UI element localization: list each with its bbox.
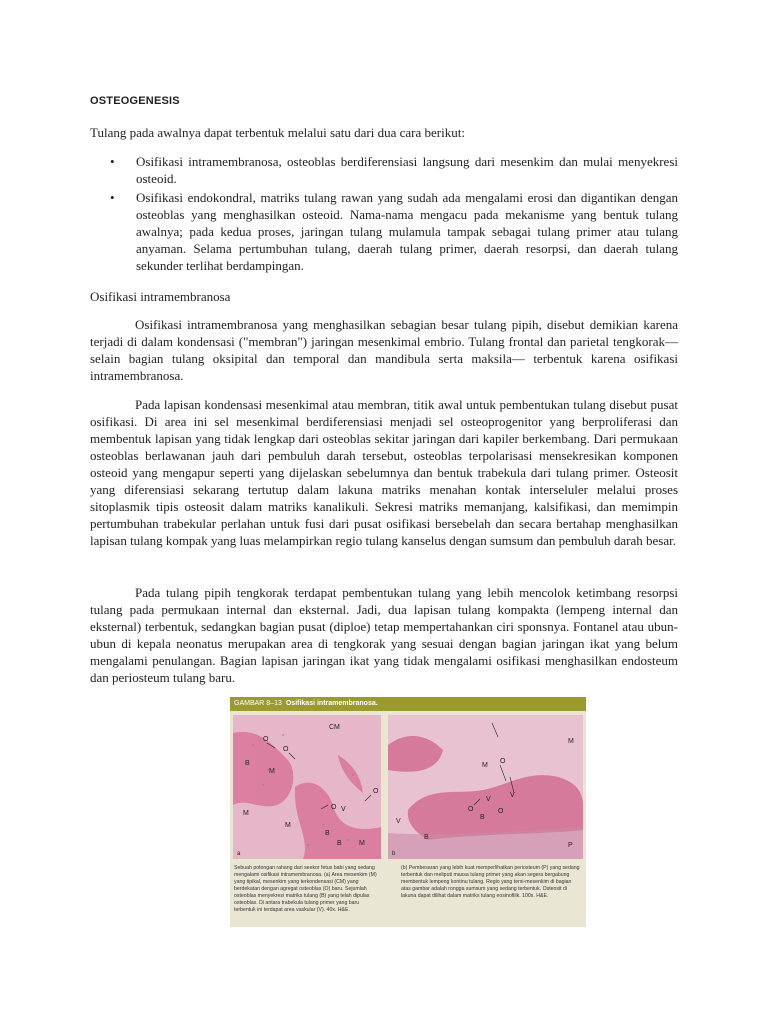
label-m: M — [568, 738, 574, 745]
label-v: V — [486, 796, 491, 803]
micrograph-a — [233, 715, 381, 859]
label-p: P — [568, 842, 573, 849]
section-heading: OSTEOGENESIS — [90, 95, 180, 107]
paragraph-3: Pada tulang pipih tengkorak terdapat pembentukan tulang yang lebih mencolok ketimbang resorpsi tulang pada permukaan internal dan eksternal. Jadi, dua lapisan tulang kompakta (lempeng internal dan eksternal) terbentuk, sedangkan bagian pusat (diploe) tetap mempertahankan ciri sponsnya. Fontanel atau ubun-ubun di kepala neonatus merupakan area di tengkorak yang sesuai dengan bagian jaringan ikat yang belum mengalami penulangan. Bagian lapisan jaringan ikat yang tidak mengalami osifikasi menghasilkan endosteum dan periosteum tulang baru. — [90, 585, 678, 685]
label-o: O — [373, 788, 379, 795]
bullet-icon: • — [110, 190, 115, 205]
label-b: B — [480, 814, 485, 821]
label-b: B — [424, 834, 429, 841]
label-b: B — [337, 840, 342, 847]
label-o: O — [498, 808, 504, 815]
figure — [230, 697, 586, 927]
figure-title: Osifikasi intramembranosa. — [285, 700, 378, 707]
label-o: O — [468, 806, 474, 813]
label-m: M — [359, 840, 365, 847]
label-m: M — [285, 822, 291, 829]
bullet-item: • Osifikasi endokondral, matriks tulang rawan yang sudah ada mengalami erosi dan digantikan dengan osteoblas yang menghasilkan osteoid. Nama-nama mengacu pada mekanisme yang bentuk tulang awalnya; pada kedua proses, jaringan tulang mulamula tampak sebagai tulang primer atau tulang anyaman. Selama pertumbuhan tulang, daerah tulang primer, daerah resorpsi, dan daerah tulang sekunder terlihat berdampingan. — [110, 190, 678, 273]
label-b: B — [325, 830, 330, 837]
panel-letter-b: b — [392, 851, 396, 857]
label-m: M — [269, 768, 275, 775]
intro-paragraph: Tulang pada awalnya dapat terbentuk melalui satu dari dua cara berikut: — [90, 125, 465, 140]
caption-a: Sebuah potongan rahang dari seekor fetus babi yang sedang mengalami osifikasi intramembranosa. (a) Area mesenkim (M) yang tipikal, mesenkim yang terkondensasi (CM) yang berdekatan dengan agregat osteoblas (O) baru. Sejumlah osteoblas menyekresi matriks tulang (B) yang telah dipulas osteoblas. Di antara trabekula tulang primer yang baru terbentuk ini terdapat area vaskular (V). 40x. H&E. — [234, 865, 377, 913]
label-o: O — [331, 804, 337, 811]
bullet-list — [90, 153, 678, 276]
figure-number: GAMBAR 8–13 — [234, 700, 282, 707]
paragraph-2: Pada lapisan kondensasi mesenkimal atau membran, titik awal untuk pembentukan tulang disebut pusat osifikasi. Di area ini sel mesenkimal berdiferensiasi menjadi sel osteoprogenitor yang berproliferasi dan membentuk lapisan yang tidak lengkap dari osteoblas sekitar jaringan dari kapiler berkembang. Dari permukaan osteoblas berlawanan jauh dari pembuluh darah tersebut, osteoblas terpolarisasi mensekresikan komponen osteoid yang mengapur seperti yang dijelaskan sebelumnya dan bentuk trabekula dari tulang primer. Osteosit yang diferensiasi sekarang tertutup dalam lakuna matriks menahan kontak interseluler melalui proses sitoplasmik tipis osteosit dalam matriks kanalikuli. Sekresi matriks memanjang, kalsifikasi, dan memimpin pertumbuhan trabekular perlahan untuk fusi dari pusat osifikasi bersebelah dan secara bertahap menghasilkan lapisan tulang kompak yang luas melampirkan regio tulang kanselus dengan sumsum dan pembuluh darah besar. — [90, 397, 678, 548]
label-cm: CM — [329, 724, 340, 731]
bullet-item: • Osifikasi intramembranosa, osteoblas berdiferensiasi langsung dari mesenkim dan mulai menyekresi osteoid. — [110, 154, 678, 186]
subheading: Osifikasi intramembranosa — [90, 289, 231, 304]
label-m: M — [482, 762, 488, 769]
label-v: V — [510, 792, 515, 799]
micrograph-b — [388, 715, 583, 859]
caption-b: (b) Pembesaran yang lebih kuat memperlihatkan periosteum (P) yang sedang terbentuk dan meliputi massa tulang primer yang akan segera bergabung membentuk lempeng kontinu tulang. Regio yang tersi-mesenkim di bagian atas gambar adalah rongga sumsum yang sedang terbentuk. Osteosit di lakuna dapat dilihat dalam matriks tulang eosinofilik. 100x. H&E. — [401, 865, 580, 899]
label-o: O — [263, 736, 269, 743]
label-v: V — [341, 806, 346, 813]
label-v: V — [396, 818, 401, 825]
label-m: M — [243, 810, 249, 817]
panel-letter-a: a — [237, 851, 241, 857]
bullet-icon: • — [110, 154, 115, 169]
label-o: O — [283, 746, 289, 753]
figure-title-bar — [230, 697, 586, 711]
label-o: O — [500, 758, 506, 765]
label-b: B — [245, 760, 250, 767]
paragraph-1: Osifikasi intramembranosa yang menghasilkan sebagian besar tulang pipih, disebut demikian karena terjadi di dalam kondensasi ("membran") jaringan mesenkimal embrio. Tulang frontal dan parietal tengkorak—selain bagian tulang oksipital dan temporal dan mandibula serta maksila— terbentuk karena osifikasi intramembranosa. — [90, 317, 678, 383]
